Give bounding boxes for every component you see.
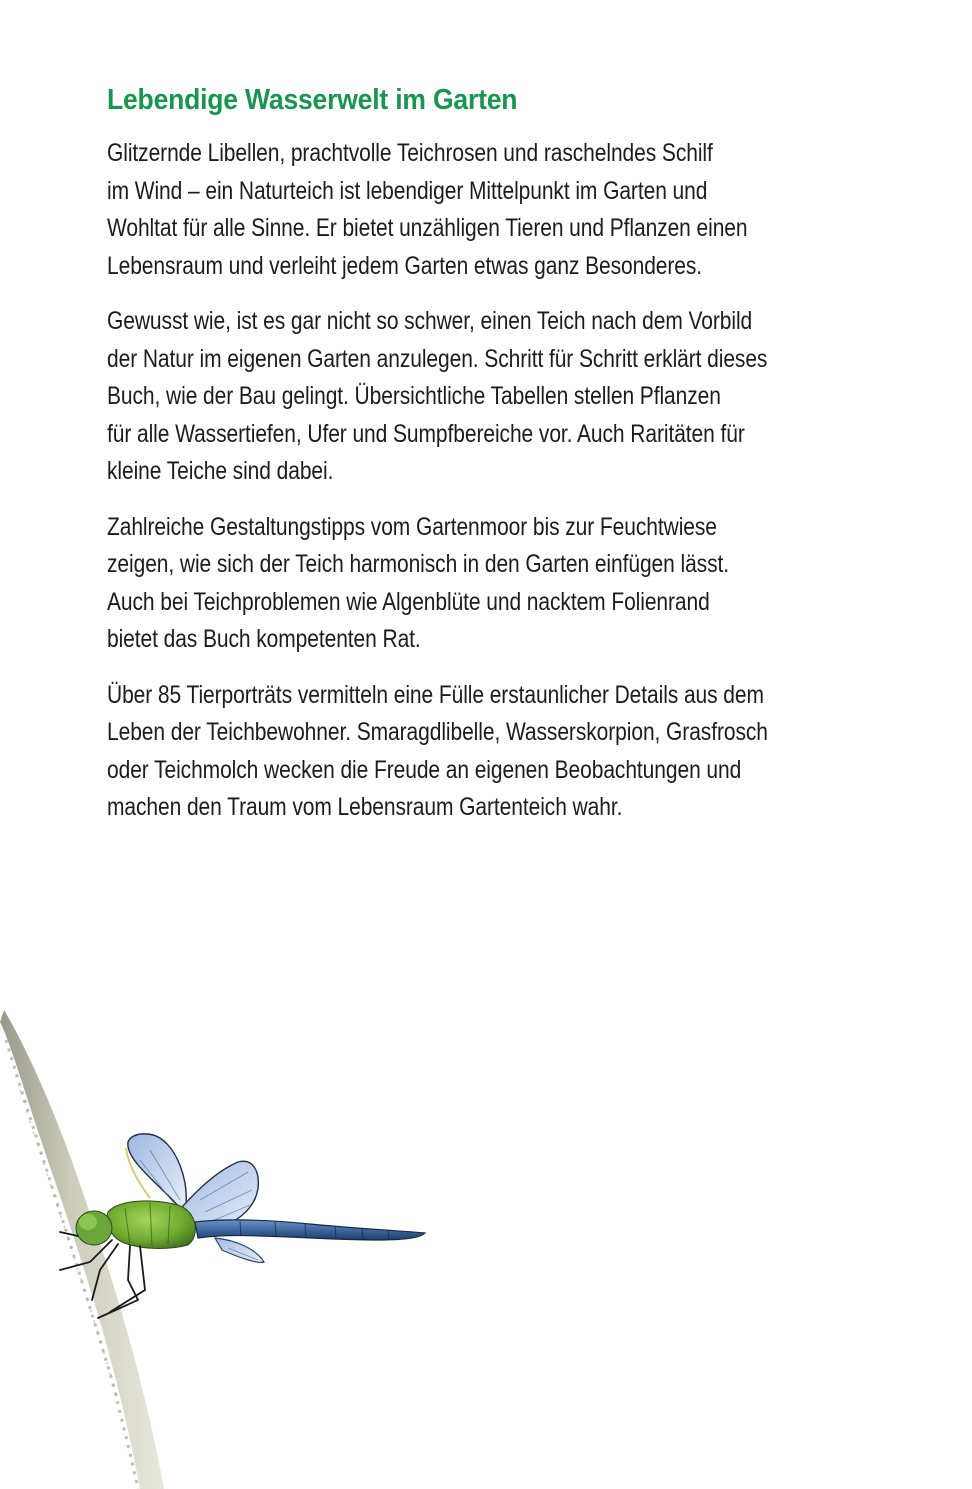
text-line: kleine Teiche sind dabei. bbox=[107, 457, 334, 485]
page-heading: Lebendige Wasserwelt im Garten bbox=[107, 84, 518, 116]
text-line: für alle Wassertiefen, Ufer und Sumpfbereiche vor. Auch Raritäten für bbox=[107, 419, 745, 448]
text-line: Buch, wie der Bau gelingt. Übersichtliche Tabellen stellen Pflanzen bbox=[107, 382, 721, 410]
text-line: Glitzernde Libellen, prachtvolle Teichrosen und raschelndes Schilf bbox=[107, 139, 713, 167]
text-line: oder Teichmolch wecken die Freude an eigenen Beobachtungen und bbox=[107, 755, 742, 784]
text-line: Gewusst wie, ist es gar nicht so schwer, einen Teich nach dem Vorbild bbox=[107, 307, 753, 335]
text-line: Lebensraum und verleiht jedem Garten etwas ganz Besonderes. bbox=[107, 251, 703, 280]
paragraph-intro bbox=[107, 135, 887, 285]
paragraph-design-tips bbox=[107, 509, 887, 659]
dragonfly-on-reed-illustration bbox=[0, 1000, 460, 1489]
text-line: der Natur im eigenen Garten anzulegen. Schritt für Schritt erklärt dieses bbox=[107, 344, 768, 373]
text-line: Über 85 Tierporträts vermitteln eine Fülle erstaunlicher Details aus dem bbox=[107, 680, 764, 709]
paragraph-animal-portraits bbox=[107, 677, 887, 827]
text-column bbox=[107, 82, 887, 827]
text-line: Zahlreiche Gestaltungstipps vom Gartenmoor bis zur Feuchtwiese bbox=[107, 512, 717, 541]
text-line: machen den Traum vom Lebensraum Gartenteich wahr. bbox=[107, 793, 623, 821]
text-line: Wohltat für alle Sinne. Er bietet unzähligen Tieren und Pflanzen einen bbox=[107, 214, 748, 242]
text-line: Leben der Teichbewohner. Smaragdlibelle, Wasserskorpion, Grasfrosch bbox=[107, 718, 768, 746]
text-line: Auch bei Teichproblemen wie Algenblüte und nacktem Folienrand bbox=[107, 587, 710, 616]
paragraph-construction bbox=[107, 303, 887, 491]
text-line: zeigen, wie sich der Teich harmonisch in den Garten einfügen lässt. bbox=[107, 550, 730, 578]
text-line: bietet das Buch kompetenten Rat. bbox=[107, 625, 421, 653]
text-line: im Wind – ein Naturteich ist lebendiger Mittelpunkt im Garten und bbox=[107, 176, 708, 205]
reed-stem-icon bbox=[0, 1010, 164, 1489]
